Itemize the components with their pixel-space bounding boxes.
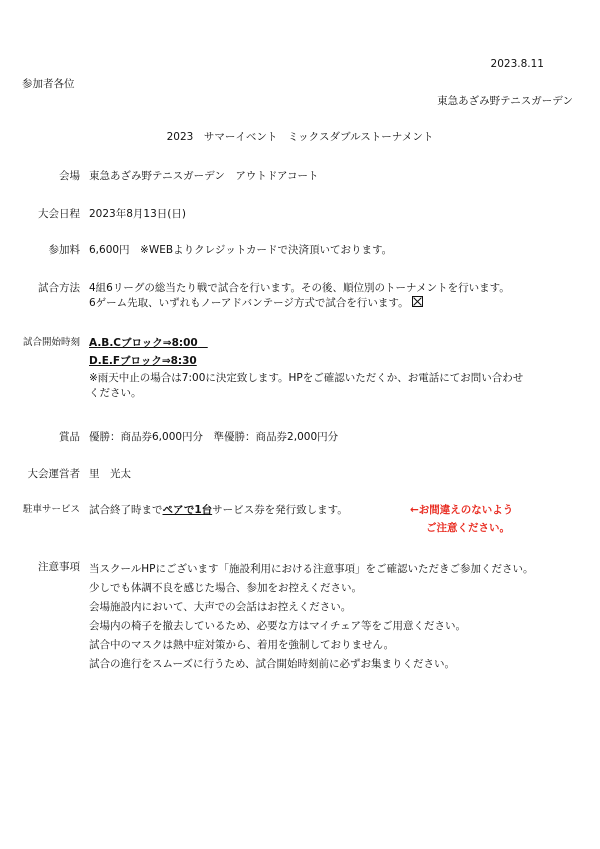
prizes-value: 優勝：商品券6,000円分 準優勝：商品券2,000円分 [89,431,339,443]
parking-text-before: 試合終了時まで [89,504,163,516]
notes-item: 会場施設内において、大声での会話はお控えください。 [89,601,352,613]
format-line-2: 6ゲーム先取、いずれもノーアドバンテージ方式で試合を行います。 [89,296,409,309]
event-date-value: 2023年8月13日(日) [89,208,186,220]
event-date-label: 大会日程 [38,208,80,220]
notes-item: 当スクールHPにございます「施設利用における注意事項」をご確認いただきご参加ください。 [89,563,534,575]
recipient: 参加者各位 [22,78,75,90]
parking-text-after: サービス券を発行致します。 [212,504,348,516]
parking-emphasis: ペアで1台 [162,504,213,516]
checkbox-cross-icon [412,296,423,307]
manager-value: 里 光太 [89,468,131,480]
notes-label: 注意事項 [38,561,80,573]
format-label: 試合方法 [38,282,80,294]
fee-label: 参加料 [48,244,80,256]
notes-list [89,560,579,674]
parking-warning-line-1: ←お間違えのないよう [410,504,514,516]
fee-value: 6,600円 ※WEBよりクレジットカードで決済頂いております。 [89,244,393,256]
parking-warning-line-2: ご注意ください。 [426,521,510,534]
notes-item: 少しでも体調不良を感じた場合、参加をお控えください。 [89,582,362,594]
venue-value: 東急あざみ野テニスガーデン アウトドアコート [89,170,319,182]
prizes-label: 賞品 [59,431,80,443]
format-line-1: 4組6リーグの総当たり戦で試合を行います。その後、順位別のトーナメントを行います。 [89,282,510,294]
format-line-2-wrap [89,296,579,311]
block-def-time: D.E.Fブロック⇒8:30 [89,354,197,367]
notes-item: 試合の進行をスムーズに行うため、試合開始時刻前に必ずお集まりください。 [89,658,456,670]
block-abc-time: A.B.Cブロック⇒8:00 [89,337,198,349]
venue-label: 会場 [59,170,80,182]
document-date: 2023.8.11 [490,58,544,70]
rain-note-line-2: ください。 [89,387,142,400]
document-title: 2023 サマーイベント ミックスダブルストーナメント [166,131,434,143]
organizer-name: 東急あざみ野テニスガーデン [437,95,573,107]
notes-item: 試合中のマスクは熱中症対策から、着用を強制しておりません。 [89,639,395,651]
parking-warning [410,503,513,535]
notes-item: 会場内の椅子を撤去しているため、必要な方はマイチェア等をご用意ください。 [89,620,467,632]
parking-label: 駐車サービス [22,504,80,515]
rain-note-line-1: ※雨天中止の場合は7:00に決定致します。HPをご確認いただくか、お電話にてお問い合わせ [89,372,524,385]
start-time-label: 試合開始時刻 [22,337,80,348]
manager-label: 大会運営者 [27,468,80,480]
